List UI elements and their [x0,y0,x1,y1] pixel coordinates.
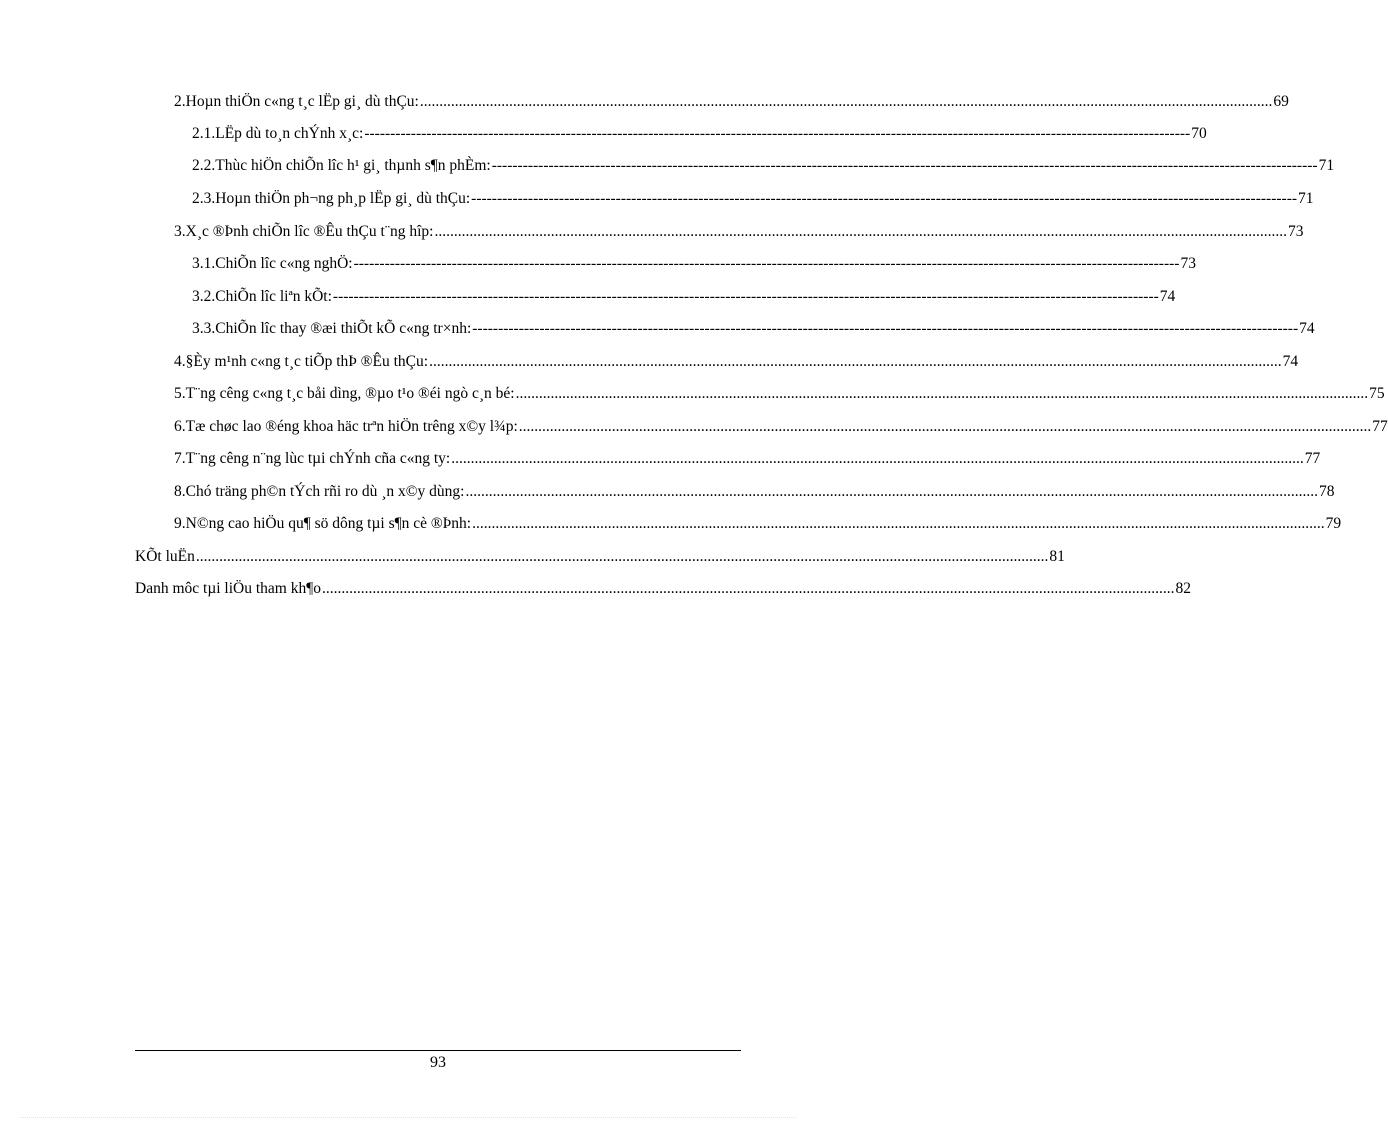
dot-leader: ............................................................................................................................................................................................................................ [518,418,1372,435]
toc-entry-page: 71 [1298,190,1314,207]
toc-entry-page: 70 [1191,125,1207,142]
toc-entry[interactable] [174,384,1385,406]
toc-entry-page: 71 [1318,157,1335,174]
toc-entry[interactable] [174,92,1289,114]
dash-leader: ---------------------------------------------------------------------------------------------------------------------------------------------------------------- [364,125,1191,142]
dot-leader: ............................................................................................................................................................................................................................ [434,223,1287,240]
toc-entry[interactable] [192,254,1196,276]
toc-entry[interactable] [174,449,1321,471]
toc-entry-title: 2.3.Hoµn thiÖn ph¬ng ph¸p lËp gi¸ dù thÇu: [192,190,471,207]
toc-entry[interactable] [174,222,1304,244]
toc-entry-title: 6.Tæ chøc lao ®éng khoa häc trªn hiÖn trêng x©y l¾p: [174,418,518,435]
toc-entry[interactable] [192,319,1315,341]
dot-leader: ............................................................................................................................................................................................................................ [465,483,1318,500]
toc-entry-title: 9.N©ng cao hiÖu qu¶ sö dông tµi s¶n cè ®Þnh: [174,515,472,532]
dash-leader: ---------------------------------------------------------------------------------------------------------------------------------------------------------------- [332,288,1159,305]
dot-leader: ............................................................................................................................................................................................................................ [322,580,1175,597]
dash-leader: ---------------------------------------------------------------------------------------------------------------------------------------------------------------- [471,190,1298,207]
toc-entry-page: 73 [1180,255,1196,272]
toc-entry[interactable] [174,417,1388,439]
toc-entry-page: 74 [1299,320,1315,337]
page-bottom-edge [20,1117,796,1118]
toc-entry-title: 2.2.Thùc hiÖn chiÕn lîc h¹ gi¸ thµnh s¶n phÈm: [192,157,491,174]
toc-entry-page: 74 [1282,353,1299,370]
toc-entry-title: 7.T¨ng cêng n¨ng lùc tµi chÝnh cña c«ng ty: [174,450,451,467]
toc-entry-page: 78 [1318,483,1335,500]
dot-leader: ............................................................................................................................................................................................................................ [515,385,1369,402]
toc-entry-page: 74 [1159,288,1176,305]
toc-entry-title: 2.1.LËp dù to¸n chÝnh x¸c: [192,125,364,142]
page-number: 93 [430,1054,446,1071]
toc-entry[interactable] [135,579,1191,601]
dash-leader: ---------------------------------------------------------------------------------------------------------------------------------------------------------------- [353,255,1180,272]
toc-entry-title: 3.2.ChiÕn lîc liªn kÕt: [192,288,332,305]
dot-leader: ............................................................................................................................................................................................................................ [451,450,1304,467]
toc-entry[interactable] [192,156,1335,178]
toc-entry[interactable] [174,514,1342,536]
toc-entry-page: 69 [1273,93,1289,110]
toc-entry-title: 5.T¨ng cêng c«ng t¸c båi dìng, ®µo t¹o ®éi ngò c¸n bé: [174,385,515,402]
dash-leader: ---------------------------------------------------------------------------------------------------------------------------------------------------------------- [472,320,1299,337]
toc-entry[interactable] [192,287,1176,309]
dot-leader: ............................................................................................................................................................................................................................ [195,548,1049,565]
toc-entry-title: 3.X¸c ®Þnh chiÕn lîc ®Êu thÇu t¨ng hîp: [174,223,434,240]
toc-entry[interactable] [174,482,1335,504]
toc-entry-title: 3.3.ChiÕn lîc thay ®æi thiÕt kÕ c«ng tr×nh: [192,320,472,337]
toc-entry-title: 4.§Èy m¹nh c«ng t¸c tiÕp thÞ ®Êu thÇu: [174,353,429,370]
toc-entry-title: Danh môc tµi liÖu tham kh¶o [135,580,321,597]
toc-entry-page: 73 [1287,223,1304,240]
dot-leader: ............................................................................................................................................................................................................................ [472,515,1325,532]
toc-entry-title: KÕt luËn [135,548,195,565]
dash-leader: ---------------------------------------------------------------------------------------------------------------------------------------------------------------- [491,157,1318,174]
toc-entry-page: 77 [1304,450,1321,467]
toc-entry-page: 75 [1369,385,1385,402]
toc-entry[interactable] [174,352,1299,374]
toc-entry-page: 77 [1372,418,1388,435]
toc-entry[interactable] [192,124,1207,146]
toc-entry[interactable] [192,189,1314,211]
toc-entry-title: 8.Chó träng ph©n tÝch rñi ro dù ¸n x©y dùng: [174,483,465,500]
dot-leader: ............................................................................................................................................................................................................................ [419,93,1273,110]
footer-divider [135,1050,741,1051]
toc-entry[interactable] [135,547,1065,569]
toc-entry-title: 2.Hoµn thiÖn c«ng t¸c lËp gi¸ dù thÇu: [174,93,419,110]
toc-entry-title: 3.1.ChiÕn lîc c«ng nghÖ: [192,255,353,272]
toc-entry-page: 82 [1175,580,1191,597]
dot-leader: ............................................................................................................................................................................................................................ [429,353,1282,370]
toc-entry-page: 81 [1049,548,1065,565]
toc-entry-page: 79 [1325,515,1342,532]
